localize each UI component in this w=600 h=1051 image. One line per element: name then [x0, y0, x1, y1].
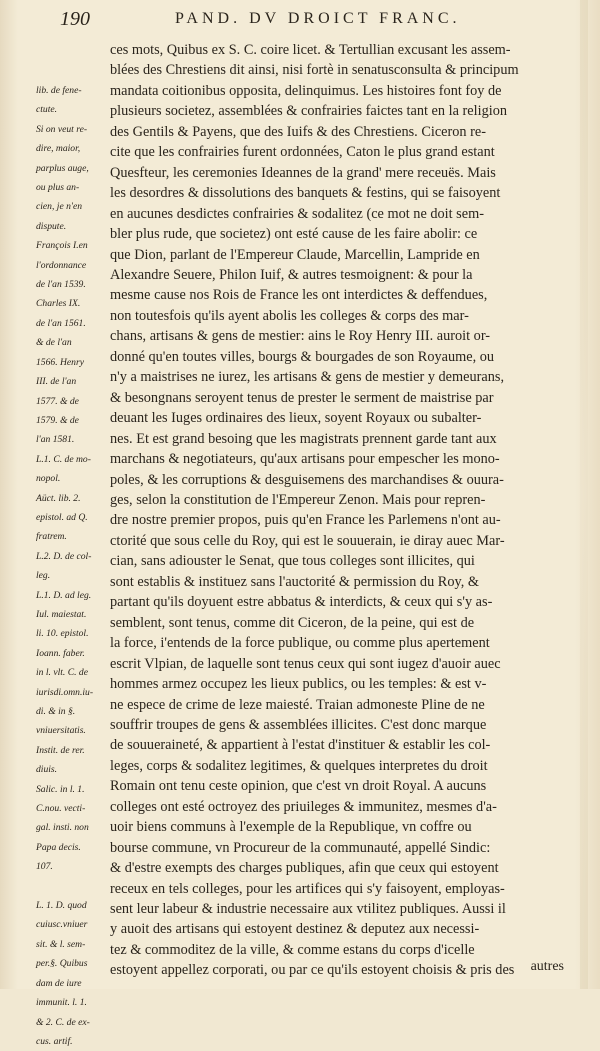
text-line: ces mots, Quibus ex S. C. coire licet. & Tertullian excusant les assem-	[110, 42, 511, 58]
margin-note: per.§. Quibus	[36, 958, 88, 970]
margin-note: li. 10. epistol.	[36, 628, 89, 640]
margin-note: L. 1. D. quod	[36, 900, 87, 912]
margin-note: l'ordonnance	[36, 259, 87, 271]
text-line: blées des Chrestiens dit ainsi, nisi fortè in senatusconsulta & principum	[110, 62, 519, 79]
text-line: que Dion, parlant de l'Empereur Claude, Marcellin, Lampride en	[110, 246, 480, 263]
margin-note: dispute.	[36, 220, 67, 232]
margin-note: Ioann. faber.	[36, 647, 85, 659]
margin-note: & 2. C. de ex-	[36, 1016, 90, 1028]
text-line: nes. Et est grand besoing que les magistrats prennent garde tant aux	[110, 430, 497, 447]
text-line: dre nostre premier propos, puis qu'en France les Parlemens n'ont au-	[110, 512, 501, 529]
text-line: semblent, sont tenus, comme dit Ciceron, de la peine, qui est de	[110, 614, 475, 631]
text-line: en aucunes desdictes confrairies & sodalitez (ce mot ne doit sem-	[110, 205, 484, 222]
margin-note: Si on veut re-	[36, 123, 88, 135]
text-line: ctorité que sous celle du Roy, qui est le souuerain, ie diray auec Mar-	[110, 532, 505, 549]
page-number: 190	[60, 8, 90, 30]
body-text	[110, 40, 590, 981]
margin-note: Papa decis.	[36, 841, 81, 853]
text-line: tez & commoditez de la ville, & comme estans du corps d'icelle	[110, 941, 475, 958]
text-line: sent leur labeur & industrie necessaire aux vtilitez publiques. Aussi il	[110, 901, 506, 918]
margin-note: Aüct. lib. 2.	[36, 492, 81, 504]
margin-note: di. & in §.	[36, 706, 76, 717]
catchword: autres	[530, 959, 564, 974]
margin-note: epistol. ad Q.	[36, 511, 88, 523]
margin-note: & de l'an	[36, 337, 72, 349]
margin-note: de l'an 1539.	[36, 279, 86, 291]
margin-note: L.2. D. de col-	[36, 550, 92, 562]
text-line: y auoit des artisans qui estoyent destinez & deputez aux necessi-	[110, 921, 480, 938]
margin-note: immunit. l. 1.	[36, 997, 87, 1009]
text-line: mandata coitionibus opposita, delinquimus. Les histoires font foy de	[110, 82, 502, 99]
margin-note: L.1. D. ad leg.	[36, 589, 92, 601]
text-line: ges, selon la constitution de l'Empereur Zenon. Mais pour repren-	[110, 491, 486, 508]
text-line: les desordres & dissolutions des banquets & festins, qui se faisoyent	[110, 185, 501, 202]
text-line: cian, sans adiouster le Senat, que tous colleges sont illicites, qui	[110, 553, 475, 570]
text-line: uoir biens communs à l'exemple de la Republique, vn coffre ou	[110, 819, 472, 836]
margin-note: cien, je n'en	[36, 201, 83, 213]
margin-note: dire, maior,	[36, 143, 81, 155]
text-line: de souueraineté, & appartient à l'estat d'instituer & establir les col-	[110, 737, 491, 754]
margin-note: cus. artif.	[36, 1035, 73, 1047]
text-line: escrit Vlpian, de laquelle sont tenus ceux qui sont iugez d'auoir auec	[110, 655, 501, 672]
margin-note: fratrem.	[36, 531, 67, 543]
margin-note: diuis.	[36, 764, 58, 776]
margin-note: parplus auge,	[36, 162, 89, 174]
margin-note: Instit. de rer.	[36, 744, 85, 756]
text-line: & d'estre exempts des charges publiques, afin que ceux qui estoyent	[110, 860, 499, 877]
margin-note: ou plus an-	[36, 182, 80, 194]
margin-note: de l'an 1561.	[36, 317, 86, 329]
margin-note: gal. insti. non	[36, 822, 89, 834]
text-line: des Gentils & Payens, que des Iuifs & des Chrestiens. Ciceron re-	[110, 123, 487, 140]
margin-note: Charles IX.	[36, 298, 81, 310]
margin-note: lib. de fene-	[36, 85, 82, 96]
margin-note: l'an 1581.	[36, 434, 75, 446]
text-line: leges, corps & sodalitez legitimes, & quelques interpretes du droit	[110, 757, 488, 774]
text-line: donné qu'en toutes villes, bourgs & bourgades de son Royaume, ou	[110, 348, 495, 365]
text-line: bourse commune, vn Procureur de la communauté, appellé Sindic:	[110, 839, 491, 856]
margin-note: dam de iure	[36, 977, 82, 989]
margin-note: 107.	[36, 861, 53, 873]
margin-note: III. de l'an	[36, 376, 77, 388]
margin-note: nopol.	[36, 473, 61, 485]
margin-note: sit. & l. sem-	[36, 938, 86, 950]
margin-note: cuiusc.vniuer	[36, 919, 88, 931]
margin-note: vniuersitatis.	[36, 725, 86, 737]
text-line: non toutesfois qu'ils ayent abolis les colleges & corps des mar-	[110, 307, 469, 324]
text-line: colleges ont esté octroyez des priuileges & immunitez, mesmes d'a-	[110, 798, 497, 815]
text-line: bler plus rude, que societez) ont esté cause de les faire abolir: ce	[110, 226, 478, 243]
text-line: cite que les confrairies furent ordonnées, Caton le plus grand estant	[110, 144, 495, 161]
margin-note: François I.en	[36, 240, 88, 252]
margin-note: in l. vlt. C. de	[36, 667, 88, 679]
text-line: partant qu'ils doyuent estre abbatus & interdicts, & ceux qui s'y as-	[110, 594, 493, 611]
text-line: marchans & negotiateurs, qu'aux artisans pour empescher les mono-	[110, 451, 500, 468]
text-line: plusieurs societez, assemblées & confrairies faictes tant en la religion	[110, 103, 507, 120]
margin-note: C.nou. vecti-	[36, 803, 86, 815]
margin-note: 1577. & de	[36, 395, 79, 407]
margin-note: iurisdi.omn.iu-	[36, 686, 94, 698]
margin-note: Iul. maiestat.	[36, 608, 87, 620]
text-line: chans, artisans & gens de mestier: ains le Roy Henry III. auroit or-	[110, 328, 491, 345]
text-line: ne espece de crime de leze maiesté. Traian admoneste Pline de ne	[110, 696, 485, 713]
text-line: la force, i'entends de la force publique, ou comme plus apertement	[110, 635, 490, 652]
text-line: mesme cause nos Rois de France les ont interdictes & deffendues,	[110, 287, 488, 304]
text-line: & besongnans seroyent tenus de prester le serment de maistrise par	[110, 389, 494, 406]
text-line: hommes armez occupez les lieux publics, ou les temples: & est v-	[110, 676, 487, 693]
text-line: deuant les Iuges ordinaires des lieux, soyent Royaux ou subalter-	[110, 410, 482, 427]
text-line: Romain ont tenu ceste opinion, que c'est vn droit Royal. A aucuns	[110, 778, 487, 795]
margin-note: L.1. C. de mo-	[36, 453, 91, 465]
margin-note: 1579. & de	[36, 414, 79, 426]
margin-note: Salic. in l. 1.	[36, 783, 85, 795]
text-line: receux en tels colleges, pour les artifices qui s'y faisoyent, employas-	[110, 880, 505, 897]
text-line: sont establis & instituez sans l'auctorité & permission du Roy, &	[110, 573, 479, 590]
text-line: souffrir troupes de gens & assemblées illicites. C'est donc marque	[110, 716, 487, 733]
margin-note: 1566. Henry	[36, 356, 84, 368]
running-head: PAND. DV DROICT FRANC.	[175, 10, 461, 27]
text-line: Alexandre Seuere, Philon Iuif, & autres tesmoignent: & pour la	[110, 266, 473, 283]
text-line: estoyent appellez corporati, ou par ce qu'ils estoyent choisis & pris des	[110, 962, 515, 979]
text-line: n'y a maistrises ne iurez, les artisans & gens de mestier y demeurans,	[110, 369, 505, 386]
margin-note: ctute.	[36, 104, 58, 116]
text-line: poles, & les corruptions & desguisemens des marchandises & ouura-	[110, 471, 504, 488]
text-line: Quesfteur, les ceremonies Ideannes de la grand' mere receuës. Mais	[110, 164, 496, 181]
margin-note: leg.	[36, 570, 51, 582]
page-header	[60, 8, 580, 32]
